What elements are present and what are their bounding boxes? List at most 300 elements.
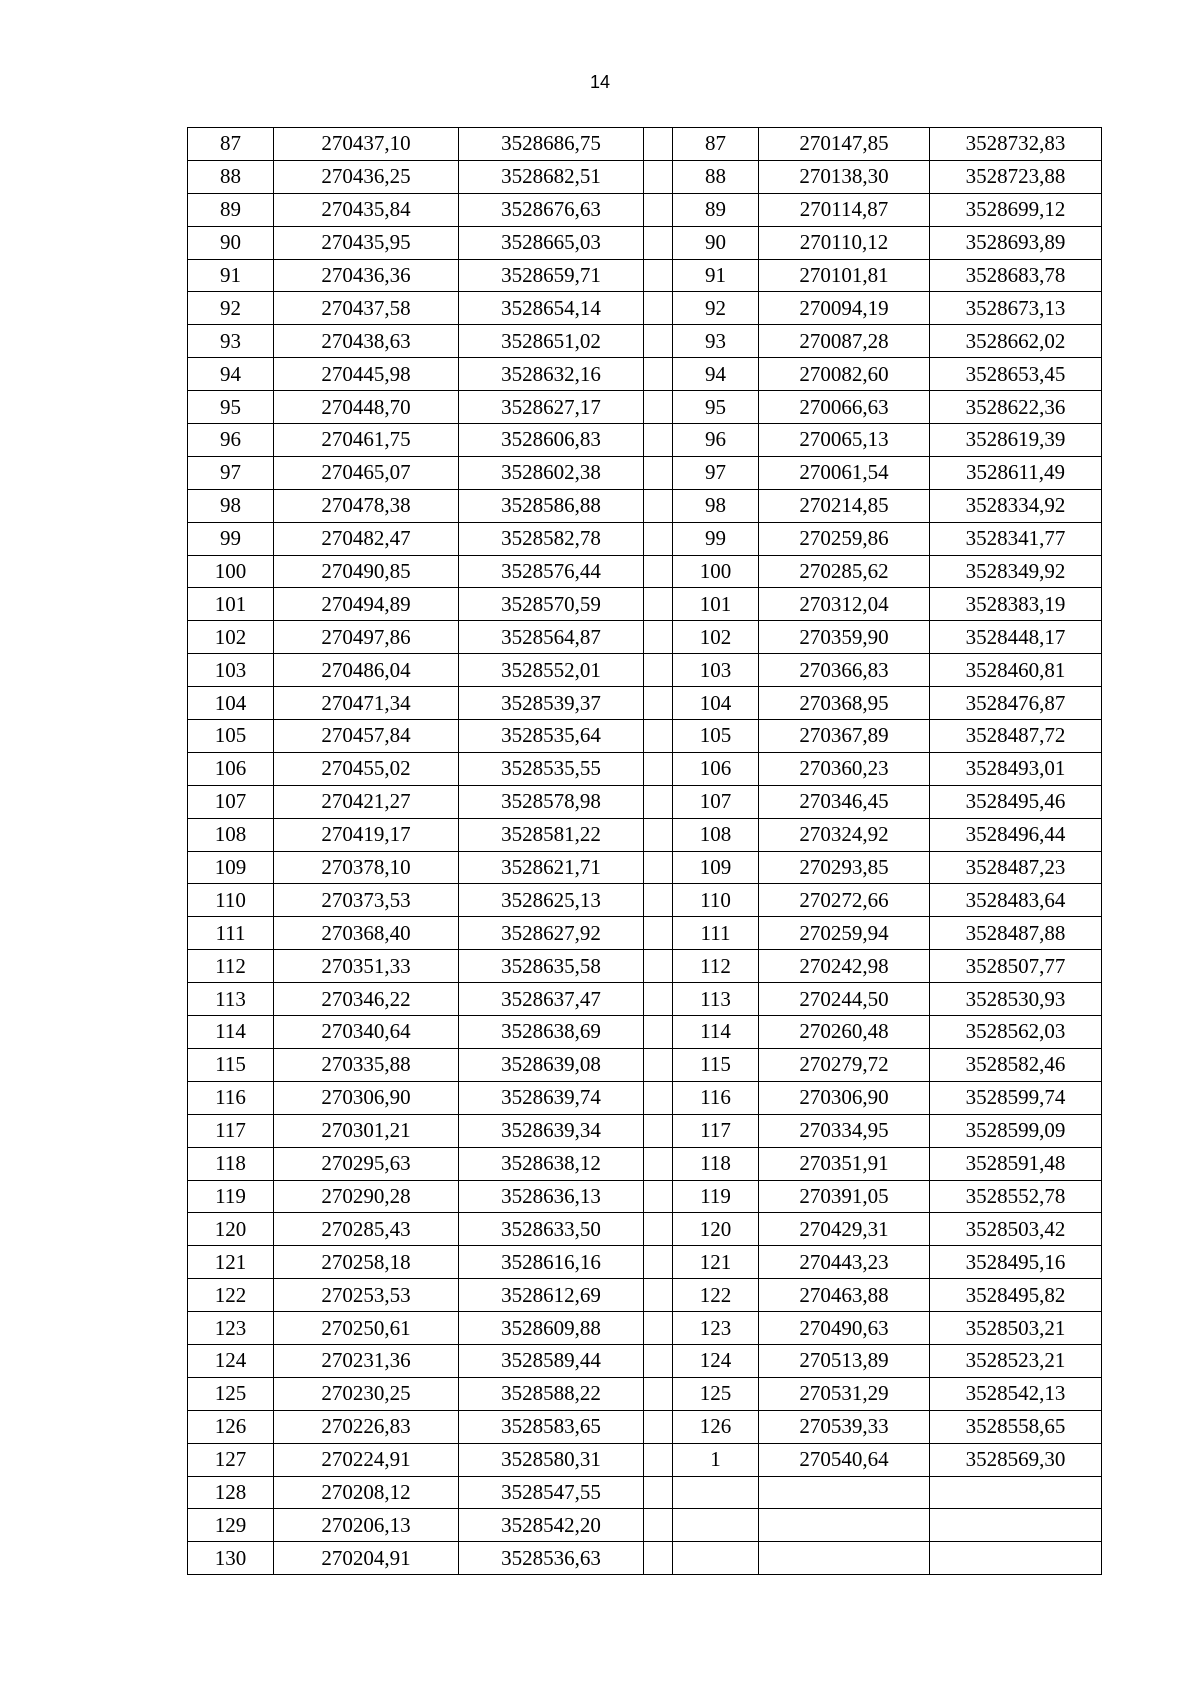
separator-cell (644, 1114, 673, 1147)
separator-cell (644, 621, 673, 654)
table-row (188, 1213, 1102, 1246)
right-x-coordinate-cell: 270324,92 (759, 818, 930, 851)
left-point-number-cell: 128 (188, 1476, 274, 1509)
left-y-coordinate-cell: 3528627,17 (459, 391, 644, 424)
left-point-number-cell: 118 (188, 1147, 274, 1180)
separator-cell (644, 818, 673, 851)
right-point-number-cell: 113 (673, 983, 759, 1016)
right-y-coordinate-cell (930, 1542, 1102, 1575)
table-row (188, 1344, 1102, 1377)
right-point-number-cell: 90 (673, 226, 759, 259)
left-point-number-cell: 114 (188, 1016, 274, 1049)
table-row (188, 391, 1102, 424)
table-row (188, 193, 1102, 226)
left-y-coordinate-cell: 3528609,88 (459, 1312, 644, 1345)
left-point-number-cell: 124 (188, 1344, 274, 1377)
left-point-number-cell: 103 (188, 654, 274, 687)
table-row (188, 621, 1102, 654)
left-y-coordinate-cell: 3528589,44 (459, 1344, 644, 1377)
left-point-number-cell: 106 (188, 752, 274, 785)
left-point-number-cell: 101 (188, 588, 274, 621)
table-row (188, 1476, 1102, 1509)
right-x-coordinate-cell: 270359,90 (759, 621, 930, 654)
left-y-coordinate-cell: 3528542,20 (459, 1509, 644, 1542)
left-x-coordinate-cell: 270231,36 (274, 1344, 459, 1377)
left-point-number-cell: 116 (188, 1081, 274, 1114)
left-y-coordinate-cell: 3528580,31 (459, 1443, 644, 1476)
right-point-number-cell: 1 (673, 1443, 759, 1476)
right-x-coordinate-cell: 270065,13 (759, 424, 930, 457)
left-point-number-cell: 93 (188, 325, 274, 358)
left-point-number-cell: 111 (188, 917, 274, 950)
separator-cell (644, 1509, 673, 1542)
right-x-coordinate-cell: 270066,63 (759, 391, 930, 424)
right-point-number-cell: 98 (673, 489, 759, 522)
separator-cell (644, 1312, 673, 1345)
right-x-coordinate-cell: 270260,48 (759, 1016, 930, 1049)
left-y-coordinate-cell: 3528659,71 (459, 259, 644, 292)
left-y-coordinate-cell: 3528639,34 (459, 1114, 644, 1147)
left-x-coordinate-cell: 270471,34 (274, 687, 459, 720)
right-y-coordinate-cell: 3528349,92 (930, 555, 1102, 588)
left-point-number-cell: 88 (188, 160, 274, 193)
right-y-coordinate-cell: 3528723,88 (930, 160, 1102, 193)
right-y-coordinate-cell: 3528611,49 (930, 456, 1102, 489)
right-y-coordinate-cell: 3528448,17 (930, 621, 1102, 654)
left-point-number-cell: 104 (188, 687, 274, 720)
left-y-coordinate-cell: 3528654,14 (459, 292, 644, 325)
separator-cell (644, 193, 673, 226)
left-x-coordinate-cell: 270306,90 (274, 1081, 459, 1114)
left-point-number-cell: 112 (188, 950, 274, 983)
left-point-number-cell: 125 (188, 1377, 274, 1410)
separator-cell (644, 1344, 673, 1377)
right-point-number-cell: 118 (673, 1147, 759, 1180)
left-point-number-cell: 100 (188, 555, 274, 588)
right-x-coordinate-cell: 270539,33 (759, 1410, 930, 1443)
left-y-coordinate-cell: 3528606,83 (459, 424, 644, 457)
left-point-number-cell: 127 (188, 1443, 274, 1476)
right-y-coordinate-cell: 3528507,77 (930, 950, 1102, 983)
right-point-number-cell: 126 (673, 1410, 759, 1443)
table-row (188, 1114, 1102, 1147)
right-x-coordinate-cell: 270513,89 (759, 1344, 930, 1377)
table-row (188, 720, 1102, 753)
left-point-number-cell: 115 (188, 1048, 274, 1081)
left-y-coordinate-cell: 3528635,58 (459, 950, 644, 983)
left-point-number-cell: 90 (188, 226, 274, 259)
right-x-coordinate-cell (759, 1476, 930, 1509)
left-x-coordinate-cell: 270378,10 (274, 851, 459, 884)
left-x-coordinate-cell: 270335,88 (274, 1048, 459, 1081)
left-point-number-cell: 126 (188, 1410, 274, 1443)
left-y-coordinate-cell: 3528583,65 (459, 1410, 644, 1443)
left-x-coordinate-cell: 270250,61 (274, 1312, 459, 1345)
right-point-number-cell: 125 (673, 1377, 759, 1410)
right-point-number-cell: 97 (673, 456, 759, 489)
left-x-coordinate-cell: 270486,04 (274, 654, 459, 687)
right-x-coordinate-cell: 270082,60 (759, 358, 930, 391)
right-point-number-cell: 99 (673, 522, 759, 555)
right-x-coordinate-cell: 270259,94 (759, 917, 930, 950)
table-row (188, 1509, 1102, 1542)
table-row (188, 654, 1102, 687)
right-point-number-cell (673, 1509, 759, 1542)
left-y-coordinate-cell: 3528621,71 (459, 851, 644, 884)
right-x-coordinate-cell: 270306,90 (759, 1081, 930, 1114)
left-x-coordinate-cell: 270461,75 (274, 424, 459, 457)
separator-cell (644, 424, 673, 457)
table-row (188, 424, 1102, 457)
right-y-coordinate-cell: 3528619,39 (930, 424, 1102, 457)
right-x-coordinate-cell: 270293,85 (759, 851, 930, 884)
left-point-number-cell: 97 (188, 456, 274, 489)
left-y-coordinate-cell: 3528638,69 (459, 1016, 644, 1049)
separator-cell (644, 983, 673, 1016)
separator-cell (644, 1410, 673, 1443)
left-x-coordinate-cell: 270490,85 (274, 555, 459, 588)
separator-cell (644, 1048, 673, 1081)
left-x-coordinate-cell: 270351,33 (274, 950, 459, 983)
left-x-coordinate-cell: 270482,47 (274, 522, 459, 555)
right-x-coordinate-cell: 270244,50 (759, 983, 930, 1016)
separator-cell (644, 752, 673, 785)
right-point-number-cell: 94 (673, 358, 759, 391)
table-row (188, 1180, 1102, 1213)
right-point-number-cell: 101 (673, 588, 759, 621)
separator-cell (644, 1081, 673, 1114)
left-y-coordinate-cell: 3528535,55 (459, 752, 644, 785)
right-point-number-cell: 92 (673, 292, 759, 325)
separator-cell (644, 851, 673, 884)
right-point-number-cell: 103 (673, 654, 759, 687)
left-point-number-cell: 107 (188, 785, 274, 818)
separator-cell (644, 654, 673, 687)
left-y-coordinate-cell: 3528665,03 (459, 226, 644, 259)
left-point-number-cell: 99 (188, 522, 274, 555)
table-row (188, 1048, 1102, 1081)
left-point-number-cell: 123 (188, 1312, 274, 1345)
separator-cell (644, 1016, 673, 1049)
left-y-coordinate-cell: 3528638,12 (459, 1147, 644, 1180)
table-row (188, 1147, 1102, 1180)
separator-cell (644, 917, 673, 950)
left-y-coordinate-cell: 3528547,55 (459, 1476, 644, 1509)
right-x-coordinate-cell: 270463,88 (759, 1279, 930, 1312)
separator-cell (644, 358, 673, 391)
right-y-coordinate-cell: 3528693,89 (930, 226, 1102, 259)
separator-cell (644, 1443, 673, 1476)
left-y-coordinate-cell: 3528578,98 (459, 785, 644, 818)
table-row (188, 884, 1102, 917)
table-row (188, 818, 1102, 851)
right-y-coordinate-cell: 3528558,65 (930, 1410, 1102, 1443)
right-point-number-cell: 107 (673, 785, 759, 818)
separator-cell (644, 1279, 673, 1312)
right-point-number-cell: 122 (673, 1279, 759, 1312)
separator-cell (644, 1246, 673, 1279)
right-x-coordinate-cell: 270272,66 (759, 884, 930, 917)
left-x-coordinate-cell: 270230,25 (274, 1377, 459, 1410)
right-point-number-cell: 91 (673, 259, 759, 292)
separator-cell (644, 1542, 673, 1575)
left-x-coordinate-cell: 270438,63 (274, 325, 459, 358)
left-y-coordinate-cell: 3528576,44 (459, 555, 644, 588)
left-x-coordinate-cell: 270437,58 (274, 292, 459, 325)
right-point-number-cell: 89 (673, 193, 759, 226)
separator-cell (644, 1476, 673, 1509)
right-x-coordinate-cell (759, 1542, 930, 1575)
right-y-coordinate-cell: 3528523,21 (930, 1344, 1102, 1377)
right-point-number-cell: 108 (673, 818, 759, 851)
right-y-coordinate-cell: 3528495,16 (930, 1246, 1102, 1279)
right-x-coordinate-cell: 270214,85 (759, 489, 930, 522)
left-x-coordinate-cell: 270204,91 (274, 1542, 459, 1575)
left-x-coordinate-cell: 270285,43 (274, 1213, 459, 1246)
left-point-number-cell: 129 (188, 1509, 274, 1542)
separator-cell (644, 1147, 673, 1180)
separator-cell (644, 292, 673, 325)
left-y-coordinate-cell: 3528676,63 (459, 193, 644, 226)
table-row (188, 1542, 1102, 1575)
left-point-number-cell: 119 (188, 1180, 274, 1213)
right-x-coordinate-cell: 270061,54 (759, 456, 930, 489)
separator-cell (644, 1213, 673, 1246)
separator-cell (644, 588, 673, 621)
left-y-coordinate-cell: 3528639,08 (459, 1048, 644, 1081)
right-x-coordinate-cell: 270334,95 (759, 1114, 930, 1147)
right-point-number-cell: 110 (673, 884, 759, 917)
left-x-coordinate-cell: 270436,25 (274, 160, 459, 193)
left-y-coordinate-cell: 3528636,13 (459, 1180, 644, 1213)
right-point-number-cell: 106 (673, 752, 759, 785)
right-y-coordinate-cell: 3528487,88 (930, 917, 1102, 950)
table-row (188, 555, 1102, 588)
right-y-coordinate-cell: 3528487,23 (930, 851, 1102, 884)
right-point-number-cell: 114 (673, 1016, 759, 1049)
right-y-coordinate-cell: 3528495,46 (930, 785, 1102, 818)
left-point-number-cell: 130 (188, 1542, 274, 1575)
left-x-coordinate-cell: 270419,17 (274, 818, 459, 851)
right-x-coordinate-cell: 270443,23 (759, 1246, 930, 1279)
left-point-number-cell: 89 (188, 193, 274, 226)
separator-cell (644, 720, 673, 753)
left-y-coordinate-cell: 3528616,16 (459, 1246, 644, 1279)
left-x-coordinate-cell: 270455,02 (274, 752, 459, 785)
left-x-coordinate-cell: 270226,83 (274, 1410, 459, 1443)
left-x-coordinate-cell: 270290,28 (274, 1180, 459, 1213)
right-point-number-cell: 109 (673, 851, 759, 884)
right-y-coordinate-cell: 3528460,81 (930, 654, 1102, 687)
left-y-coordinate-cell: 3528682,51 (459, 160, 644, 193)
right-y-coordinate-cell: 3528591,48 (930, 1147, 1102, 1180)
right-x-coordinate-cell: 270110,12 (759, 226, 930, 259)
left-x-coordinate-cell: 270465,07 (274, 456, 459, 489)
right-y-coordinate-cell: 3528599,09 (930, 1114, 1102, 1147)
right-point-number-cell: 102 (673, 621, 759, 654)
right-y-coordinate-cell: 3528662,02 (930, 325, 1102, 358)
right-x-coordinate-cell: 270531,29 (759, 1377, 930, 1410)
right-point-number-cell: 96 (673, 424, 759, 457)
table-row (188, 128, 1102, 161)
separator-cell (644, 160, 673, 193)
right-point-number-cell: 95 (673, 391, 759, 424)
left-y-coordinate-cell: 3528539,37 (459, 687, 644, 720)
table-row (188, 1377, 1102, 1410)
left-x-coordinate-cell: 270436,36 (274, 259, 459, 292)
left-x-coordinate-cell: 270435,84 (274, 193, 459, 226)
separator-cell (644, 687, 673, 720)
right-point-number-cell: 116 (673, 1081, 759, 1114)
left-x-coordinate-cell: 270340,64 (274, 1016, 459, 1049)
right-y-coordinate-cell: 3528552,78 (930, 1180, 1102, 1213)
right-point-number-cell: 117 (673, 1114, 759, 1147)
table-row (188, 259, 1102, 292)
right-x-coordinate-cell: 270242,98 (759, 950, 930, 983)
right-point-number-cell: 87 (673, 128, 759, 161)
left-point-number-cell: 92 (188, 292, 274, 325)
table-row (188, 851, 1102, 884)
right-y-coordinate-cell: 3528476,87 (930, 687, 1102, 720)
left-y-coordinate-cell: 3528535,64 (459, 720, 644, 753)
separator-cell (644, 391, 673, 424)
right-y-coordinate-cell: 3528542,13 (930, 1377, 1102, 1410)
right-x-coordinate-cell: 270351,91 (759, 1147, 930, 1180)
left-x-coordinate-cell: 270253,53 (274, 1279, 459, 1312)
left-y-coordinate-cell: 3528602,38 (459, 456, 644, 489)
table-row (188, 1443, 1102, 1476)
separator-cell (644, 325, 673, 358)
right-x-coordinate-cell: 270367,89 (759, 720, 930, 753)
right-y-coordinate-cell: 3528622,36 (930, 391, 1102, 424)
left-x-coordinate-cell: 270373,53 (274, 884, 459, 917)
table-row (188, 522, 1102, 555)
left-x-coordinate-cell: 270457,84 (274, 720, 459, 753)
separator-cell (644, 456, 673, 489)
coordinates-table (187, 127, 1102, 1575)
separator-cell (644, 884, 673, 917)
left-x-coordinate-cell: 270435,95 (274, 226, 459, 259)
right-x-coordinate-cell: 270138,30 (759, 160, 930, 193)
left-y-coordinate-cell: 3528632,16 (459, 358, 644, 391)
coordinates-table-body (188, 128, 1102, 1575)
right-y-coordinate-cell: 3528493,01 (930, 752, 1102, 785)
table-row (188, 456, 1102, 489)
right-point-number-cell: 105 (673, 720, 759, 753)
right-y-coordinate-cell: 3528503,42 (930, 1213, 1102, 1246)
left-point-number-cell: 96 (188, 424, 274, 457)
separator-cell (644, 555, 673, 588)
separator-cell (644, 1377, 673, 1410)
right-x-coordinate-cell: 270087,28 (759, 325, 930, 358)
right-x-coordinate-cell: 270312,04 (759, 588, 930, 621)
left-x-coordinate-cell: 270448,70 (274, 391, 459, 424)
right-y-coordinate-cell: 3528341,77 (930, 522, 1102, 555)
left-y-coordinate-cell: 3528588,22 (459, 1377, 644, 1410)
right-point-number-cell (673, 1542, 759, 1575)
right-x-coordinate-cell: 270360,23 (759, 752, 930, 785)
separator-cell (644, 226, 673, 259)
left-point-number-cell: 110 (188, 884, 274, 917)
separator-cell (644, 1180, 673, 1213)
right-y-coordinate-cell: 3528483,64 (930, 884, 1102, 917)
right-point-number-cell: 93 (673, 325, 759, 358)
left-x-coordinate-cell: 270478,38 (274, 489, 459, 522)
left-x-coordinate-cell: 270301,21 (274, 1114, 459, 1147)
right-point-number-cell: 100 (673, 555, 759, 588)
table-row (188, 358, 1102, 391)
right-x-coordinate-cell: 270259,86 (759, 522, 930, 555)
right-y-coordinate-cell: 3528383,19 (930, 588, 1102, 621)
left-point-number-cell: 95 (188, 391, 274, 424)
left-x-coordinate-cell: 270497,86 (274, 621, 459, 654)
right-x-coordinate-cell: 270094,19 (759, 292, 930, 325)
left-x-coordinate-cell: 270437,10 (274, 128, 459, 161)
right-x-coordinate-cell: 270366,83 (759, 654, 930, 687)
right-x-coordinate-cell (759, 1509, 930, 1542)
page-number: 14 (589, 72, 611, 92)
right-y-coordinate-cell: 3528699,12 (930, 193, 1102, 226)
right-y-coordinate-cell: 3528495,82 (930, 1279, 1102, 1312)
right-point-number-cell: 111 (673, 917, 759, 950)
left-y-coordinate-cell: 3528633,50 (459, 1213, 644, 1246)
left-y-coordinate-cell: 3528612,69 (459, 1279, 644, 1312)
left-point-number-cell: 108 (188, 818, 274, 851)
right-x-coordinate-cell: 270346,45 (759, 785, 930, 818)
right-point-number-cell (673, 1476, 759, 1509)
left-point-number-cell: 117 (188, 1114, 274, 1147)
right-y-coordinate-cell: 3528683,78 (930, 259, 1102, 292)
right-y-coordinate-cell: 3528673,13 (930, 292, 1102, 325)
table-row (188, 325, 1102, 358)
left-y-coordinate-cell: 3528625,13 (459, 884, 644, 917)
table-row (188, 1312, 1102, 1345)
left-x-coordinate-cell: 270295,63 (274, 1147, 459, 1180)
left-point-number-cell: 122 (188, 1279, 274, 1312)
table-row (188, 489, 1102, 522)
table-row (188, 1016, 1102, 1049)
right-y-coordinate-cell: 3528487,72 (930, 720, 1102, 753)
right-point-number-cell: 123 (673, 1312, 759, 1345)
left-y-coordinate-cell: 3528686,75 (459, 128, 644, 161)
table-row (188, 1081, 1102, 1114)
right-y-coordinate-cell: 3528569,30 (930, 1443, 1102, 1476)
table-row (188, 1279, 1102, 1312)
right-y-coordinate-cell: 3528653,45 (930, 358, 1102, 391)
right-point-number-cell: 88 (673, 160, 759, 193)
right-y-coordinate-cell: 3528732,83 (930, 128, 1102, 161)
right-point-number-cell: 112 (673, 950, 759, 983)
right-point-number-cell: 121 (673, 1246, 759, 1279)
left-y-coordinate-cell: 3528639,74 (459, 1081, 644, 1114)
left-y-coordinate-cell: 3528627,92 (459, 917, 644, 950)
left-y-coordinate-cell: 3528586,88 (459, 489, 644, 522)
table-row (188, 1410, 1102, 1443)
left-point-number-cell: 102 (188, 621, 274, 654)
table-row (188, 785, 1102, 818)
right-y-coordinate-cell: 3528599,74 (930, 1081, 1102, 1114)
left-point-number-cell: 87 (188, 128, 274, 161)
right-point-number-cell: 104 (673, 687, 759, 720)
right-x-coordinate-cell: 270368,95 (759, 687, 930, 720)
right-x-coordinate-cell: 270540,64 (759, 1443, 930, 1476)
right-point-number-cell: 119 (673, 1180, 759, 1213)
right-y-coordinate-cell (930, 1476, 1102, 1509)
table-row (188, 752, 1102, 785)
right-x-coordinate-cell: 270279,72 (759, 1048, 930, 1081)
left-y-coordinate-cell: 3528637,47 (459, 983, 644, 1016)
separator-cell (644, 950, 673, 983)
